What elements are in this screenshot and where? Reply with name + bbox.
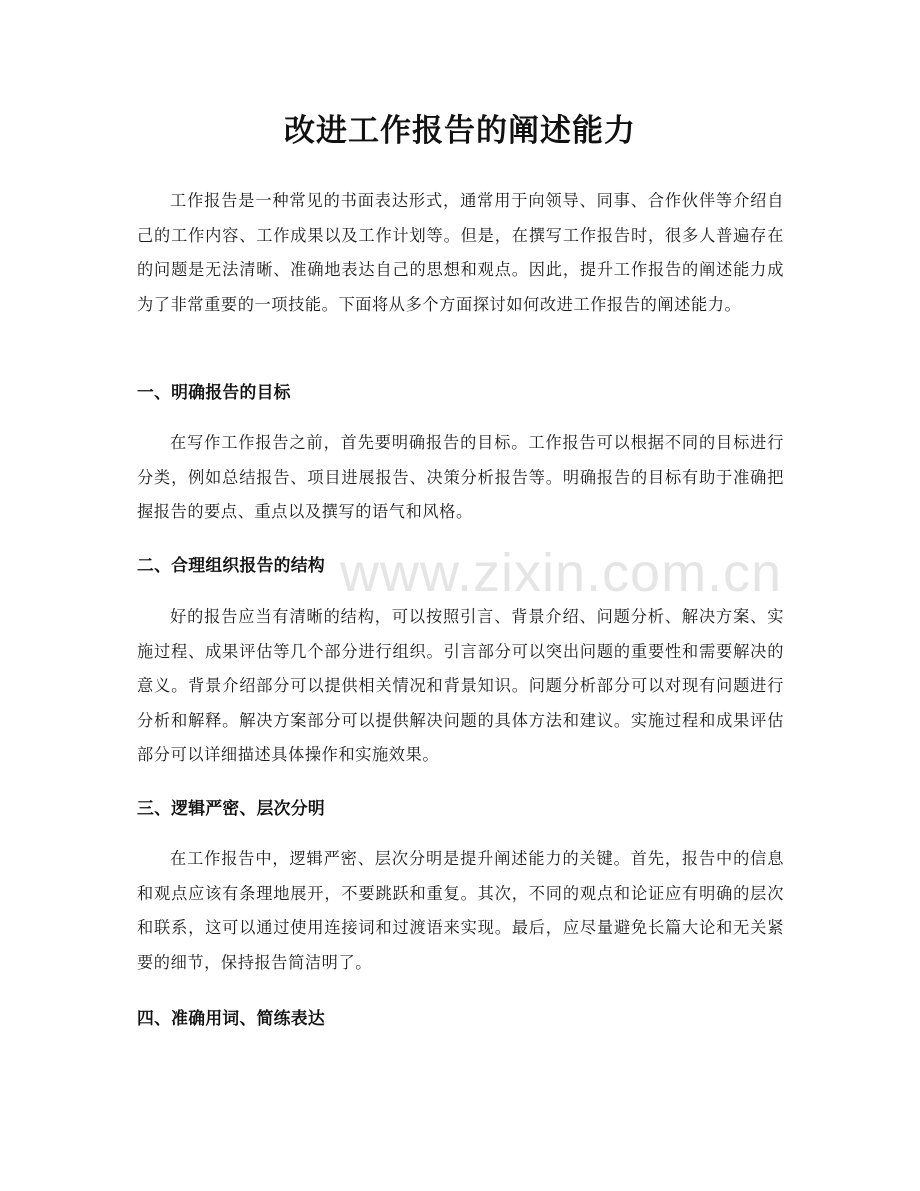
section-4-heading: 四、准确用词、简练表达 — [137, 1008, 325, 1028]
section-3-paragraph: 在工作报告中，逻辑严密、层次分明是提升阐述能力的关键。首先，报告中的信息和观点应该有条理地展开，不要跳跃和重复。其次，不同的观点和论证应有明确的层次和联系，这可以通过使用连接词和过渡语来实现。最后，应尽量避免长篇大论和无关紧要的细节，保持报告简洁明了。 — [137, 849, 784, 972]
section-2-heading: 二、合理组织报告的结构 — [137, 555, 325, 575]
document-title: 改进工作报告的阐述能力 — [284, 113, 636, 149]
watermark: www.zixin.com.cn — [340, 543, 783, 603]
section-1-paragraph: 在写作工作报告之前，首先要明确报告的目标。工作报告可以根据不同的目标进行分类，例如总结报告、项目进展报告、决策分析报告等。明确报告的目标有助于准确把握报告的要点、重点以及撰写的语气和风格。 — [137, 433, 784, 522]
section-3-heading: 三、逻辑严密、层次分明 — [137, 798, 325, 818]
intro-paragraph: 工作报告是一种常见的书面表达形式，通常用于向领导、同事、合作伙伴等介绍自己的工作内容、工作成果以及工作计划等。但是，在撰写工作报告时，很多人普遍存在的问题是无法清晰、准确地表达自己的思想和观点。因此，提升工作报告的阐述能力成为了非常重要的一项技能。下面将从多个方面探讨如何改进工作报告的阐述能力。 — [137, 191, 784, 314]
section-2-paragraph: 好的报告应当有清晰的结构，可以按照引言、背景介绍、问题分析、解决方案、实施过程、成果评估等几个部分进行组织。引言部分可以突出问题的重要性和需要解决的意义。背景介绍部分可以提供相关情况和背景知识。问题分析部分可以对现有问题进行分析和解释。解决方案部分可以提供解决问题的具体方法和建议。实施过程和成果评估部分可以详细描述具体操作和实施效果。 — [137, 607, 784, 765]
section-1-heading: 一、明确报告的目标 — [137, 382, 291, 402]
